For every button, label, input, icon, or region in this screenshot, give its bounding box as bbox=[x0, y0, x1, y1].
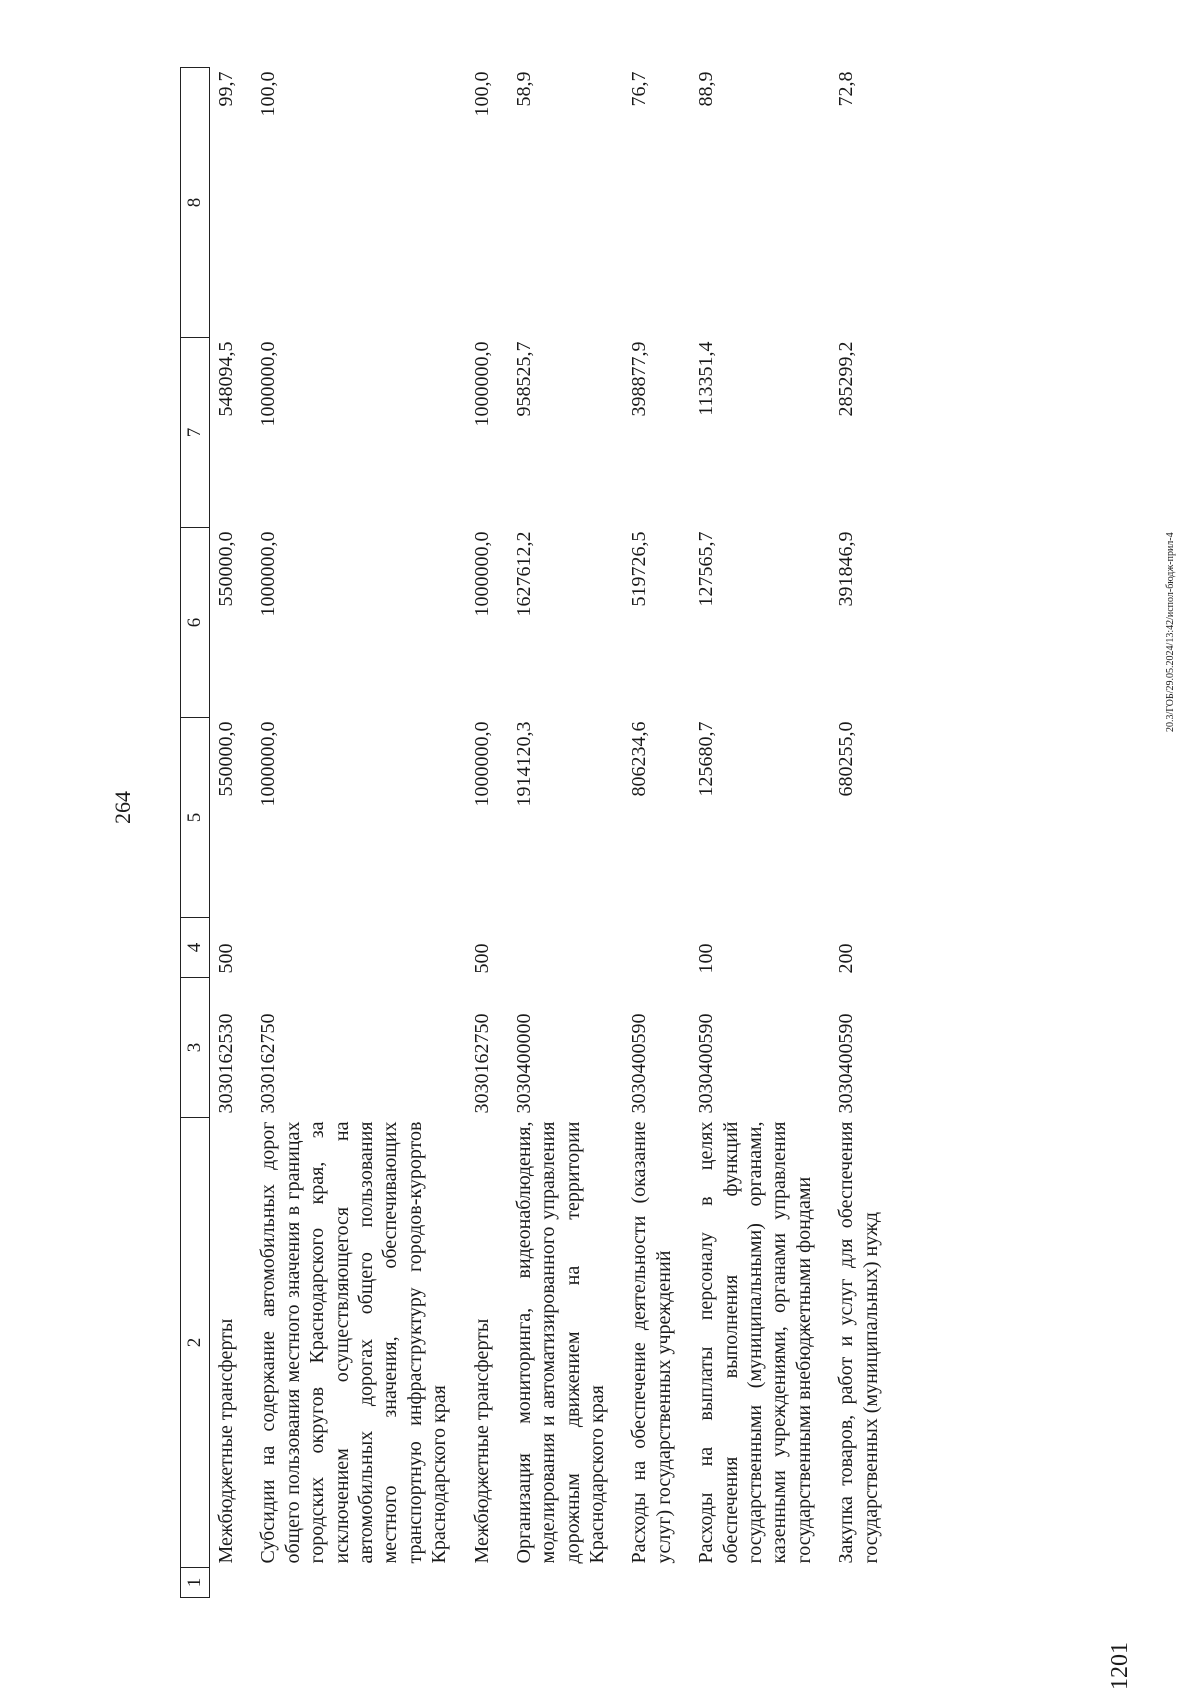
row-kvr: 500 bbox=[215, 943, 237, 974]
row-col7: 548094,5 bbox=[215, 341, 237, 417]
row-col7: 285299,2 bbox=[835, 341, 858, 417]
row-col5: 125680,7 bbox=[695, 721, 718, 797]
row-name: Межбюджетные трансферты bbox=[215, 1318, 237, 1564]
page-number: 264 bbox=[110, 791, 135, 824]
row-kvr: 500 bbox=[470, 943, 493, 974]
sheet-number: 1201 bbox=[1107, 1642, 1133, 1690]
table-row bbox=[508, 68, 624, 1598]
row-col5: 1000000,0 bbox=[470, 721, 493, 807]
row-name: Субсидии на содержание автомобильных дорог общего пользования местного значения в границах городских округов Краснодарского края, за исключением осуществляющегося на автомобильных дорогах общего пользования местного значения, обеспечивающих транспортную инфраструктуру городов-курортов Краснодарского края bbox=[257, 1121, 451, 1564]
column-header: 8 bbox=[181, 68, 210, 338]
row-kvr bbox=[623, 918, 690, 978]
row-col6: 1627612,2 bbox=[512, 531, 535, 617]
row-col5: 1914120,3 bbox=[512, 721, 535, 807]
row-col8: 100,0 bbox=[257, 71, 280, 117]
row-col8: 58,9 bbox=[512, 71, 535, 107]
row-col7: 1000000,0 bbox=[470, 341, 493, 427]
row-col8: 72,8 bbox=[835, 71, 858, 107]
row-code: 3030400590 bbox=[695, 1013, 718, 1114]
row-col7: 398877,9 bbox=[628, 341, 651, 417]
row-kvr bbox=[252, 918, 465, 978]
row-name: Межбюджетные трансферты bbox=[470, 1318, 493, 1564]
table-row bbox=[210, 68, 253, 1598]
column-header: 2 bbox=[181, 1118, 210, 1568]
row-code: 3030162750 bbox=[470, 1013, 493, 1114]
row-name: Расходы на обеспечение деятельности (оказание услуг) государственных учреждений bbox=[628, 1121, 675, 1564]
row-col7: 113351,4 bbox=[695, 341, 718, 416]
row-col7: 1000000,0 bbox=[257, 341, 280, 427]
column-header: 7 bbox=[181, 338, 210, 528]
table-header-row bbox=[181, 68, 210, 1598]
row-col5: 1000000,0 bbox=[257, 721, 280, 807]
row-code: 3030162750 bbox=[257, 1013, 280, 1114]
row-code: 3030400590 bbox=[835, 1013, 858, 1114]
row-kvr bbox=[508, 918, 624, 978]
row-name: Закупка товаров, работ и услуг для обеспечения государственных (муниципальных) нужд bbox=[835, 1121, 882, 1564]
column-header: 5 bbox=[181, 718, 210, 918]
row-col8: 99,7 bbox=[215, 71, 237, 107]
table-row bbox=[466, 68, 508, 1598]
row-col6: 127565,7 bbox=[695, 531, 718, 607]
row-col6: 519726,5 bbox=[628, 531, 651, 607]
budget-table bbox=[180, 67, 897, 1598]
file-stamp: 20.3/ГОБ/29.05.2024/13:42/испол-бюдж-прил-4 bbox=[1165, 532, 1176, 732]
column-header: 4 bbox=[181, 918, 210, 978]
column-header: 3 bbox=[181, 978, 210, 1118]
row-code: 3030400590 bbox=[628, 1013, 651, 1114]
row-kvr: 100 bbox=[695, 943, 718, 974]
column-header: 6 bbox=[181, 528, 210, 718]
row-code: 3030162530 bbox=[215, 1013, 237, 1114]
row-code: 3030400000 bbox=[512, 1013, 535, 1114]
row-col5: 680255,0 bbox=[835, 721, 858, 797]
row-kvr: 200 bbox=[835, 943, 858, 974]
column-header: 1 bbox=[181, 1568, 210, 1598]
table-row bbox=[830, 68, 897, 1598]
table-row bbox=[623, 68, 690, 1598]
row-col8: 76,7 bbox=[628, 71, 651, 107]
row-col6: 1000000,0 bbox=[257, 531, 280, 617]
row-col7: 958525,7 bbox=[512, 341, 535, 417]
table-row bbox=[252, 68, 465, 1598]
row-name: Расходы на выплаты персоналу в целях обеспечения выполнения функций государственными (муниципальными) органами, казенными учреждениями, органами управления государственными внебюджетными фондами bbox=[695, 1121, 815, 1564]
table-row bbox=[690, 68, 830, 1598]
row-col8: 100,0 bbox=[470, 71, 493, 117]
row-name: Организация мониторинга, видеонаблюдения, моделирования и автоматизированного управления дорожным движением на территории Краснодарского края bbox=[512, 1121, 609, 1564]
row-col6: 1000000,0 bbox=[470, 531, 493, 617]
row-col6: 391846,9 bbox=[835, 531, 858, 607]
row-col8: 88,9 bbox=[695, 71, 718, 107]
row-col6: 550000,0 bbox=[215, 531, 237, 607]
row-col5: 550000,0 bbox=[215, 721, 237, 797]
row-col5: 806234,6 bbox=[628, 721, 651, 797]
budget-table-container bbox=[180, 68, 1200, 1598]
